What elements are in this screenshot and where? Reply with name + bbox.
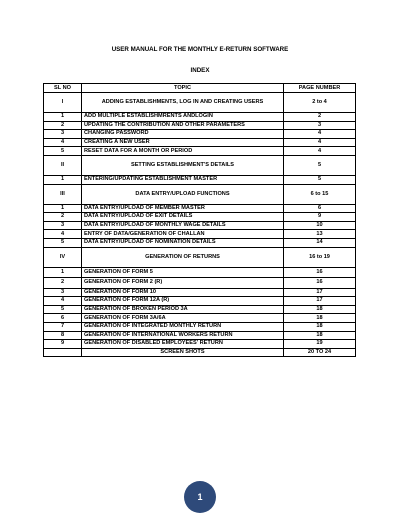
row-page-number: 4 xyxy=(284,130,356,139)
table-row xyxy=(44,305,356,314)
row-topic: ADDING ESTABLISHMENTS, LOG IN AND CREATING USERS xyxy=(82,93,284,113)
row-page-number: 14 xyxy=(284,238,356,247)
row-topic: CREATING A NEW USER xyxy=(82,138,284,147)
row-topic: GENERATION OF RETURNS xyxy=(82,247,284,267)
row-topic: DATA ENTRY/UPLOAD OF EXIT DETAILS xyxy=(82,213,284,222)
row-sl-no: 3 xyxy=(44,288,82,297)
row-topic: ADD MULTIPLE ESTABLISHMRENTS ANDLOGIN xyxy=(82,113,284,122)
page-number-badge: 1 xyxy=(184,481,216,513)
row-page-number: 18 xyxy=(284,314,356,323)
row-page-number: 4 xyxy=(284,138,356,147)
table-row xyxy=(44,147,356,156)
table-row xyxy=(44,348,356,357)
row-sl-no: 2 xyxy=(44,213,82,222)
section-row xyxy=(44,247,356,267)
row-sl-no xyxy=(44,348,82,357)
table-row xyxy=(44,238,356,247)
row-topic: DATA ENTRY/UPLOAD OF MONTHLY WAGE DETAILS xyxy=(82,221,284,230)
row-topic: GENERATION OF FORM 5 xyxy=(82,267,284,278)
row-sl-no: IV xyxy=(44,247,82,267)
table-row xyxy=(44,278,356,289)
row-sl-no: 3 xyxy=(44,130,82,139)
table-row xyxy=(44,175,356,184)
table-row xyxy=(44,221,356,230)
table-row xyxy=(44,331,356,340)
row-sl-no: 5 xyxy=(44,238,82,247)
row-sl-no: 8 xyxy=(44,331,82,340)
table-row xyxy=(44,138,356,147)
row-topic: DATA ENTRY/UPLOAD FUNCTIONS xyxy=(82,184,284,204)
section-row xyxy=(44,155,356,175)
row-page-number: 10 xyxy=(284,221,356,230)
row-sl-no: III xyxy=(44,184,82,204)
table-row xyxy=(44,204,356,213)
header-topic: TOPIC xyxy=(82,84,284,93)
row-page-number: 17 xyxy=(284,297,356,306)
row-page-number: 18 xyxy=(284,331,356,340)
row-topic: ENTRY OF DATA/GENERATION OF CHALLAN xyxy=(82,230,284,239)
row-page-number: 9 xyxy=(284,213,356,222)
row-topic: GENERATION OF FORM 12A (R) xyxy=(82,297,284,306)
table-row xyxy=(44,314,356,323)
row-topic: GENERATION OF BROKEN PERIOD 3A xyxy=(82,305,284,314)
row-sl-no: 1 xyxy=(44,175,82,184)
row-sl-no: 4 xyxy=(44,297,82,306)
row-page-number: 3 xyxy=(284,121,356,130)
row-page-number: 5 xyxy=(284,155,356,175)
row-page-number: 19 xyxy=(284,340,356,349)
index-table xyxy=(43,83,356,357)
table-row xyxy=(44,130,356,139)
row-sl-no: 1 xyxy=(44,113,82,122)
row-topic: UPDATING THE CONTRIBUTION AND OTHER PARAMETERS xyxy=(82,121,284,130)
row-topic: DATA ENTRY/UPLOAD OF MEMBER MASTER xyxy=(82,204,284,213)
header-sl-no: SL NO xyxy=(44,84,82,93)
row-page-number: 20 TO 24 xyxy=(284,348,356,357)
row-topic: GENERATION OF FORM 2 (R) xyxy=(82,278,284,289)
table-row xyxy=(44,121,356,130)
header-page-number: PAGE NUMBER xyxy=(284,84,356,93)
row-page-number: 17 xyxy=(284,288,356,297)
table-row xyxy=(44,288,356,297)
row-topic: ENTERING/UPDATING ESTABLISHMENT MASTER xyxy=(82,175,284,184)
row-topic: GENERATION OF INTEGRATED MONTHLY RETURN xyxy=(82,322,284,331)
table-row xyxy=(44,230,356,239)
row-sl-no: II xyxy=(44,155,82,175)
row-sl-no: I xyxy=(44,93,82,113)
row-sl-no: 2 xyxy=(44,121,82,130)
row-page-number: 6 xyxy=(284,204,356,213)
row-page-number: 16 xyxy=(284,267,356,278)
row-page-number: 16 xyxy=(284,278,356,289)
row-sl-no: 5 xyxy=(44,147,82,156)
row-topic: GENERATION OF FORM 3A/6A xyxy=(82,314,284,323)
row-sl-no: 3 xyxy=(44,221,82,230)
row-topic: SCREEN SHOTS xyxy=(82,348,284,357)
section-row xyxy=(44,93,356,113)
row-sl-no: 6 xyxy=(44,314,82,323)
row-topic: RESET DATA FOR A MONTH OR PERIOD xyxy=(82,147,284,156)
table-row xyxy=(44,213,356,222)
row-topic: CHANGING PASSWORD xyxy=(82,130,284,139)
row-page-number: 2 to 4 xyxy=(284,93,356,113)
row-sl-no: 9 xyxy=(44,340,82,349)
row-page-number: 2 xyxy=(284,113,356,122)
row-page-number: 18 xyxy=(284,305,356,314)
table-row xyxy=(44,340,356,349)
section-row xyxy=(44,184,356,204)
row-sl-no: 1 xyxy=(44,204,82,213)
row-page-number: 5 xyxy=(284,175,356,184)
index-heading: INDEX xyxy=(190,67,210,74)
row-page-number: 4 xyxy=(284,147,356,156)
row-sl-no: 4 xyxy=(44,230,82,239)
row-sl-no: 5 xyxy=(44,305,82,314)
row-page-number: 13 xyxy=(284,230,356,239)
row-sl-no: 1 xyxy=(44,267,82,278)
row-page-number: 16 to 19 xyxy=(284,247,356,267)
row-sl-no: 7 xyxy=(44,322,82,331)
table-row xyxy=(44,297,356,306)
table-row xyxy=(44,322,356,331)
row-sl-no: 2 xyxy=(44,278,82,289)
document-title: USER MANUAL FOR THE MONTHLY E-RETURN SOFTWARE xyxy=(111,46,289,53)
row-topic: GENERATION OF DISABLED EMPLOYEES' RETURN xyxy=(82,340,284,349)
row-topic: GENERATION OF FORM 10 xyxy=(82,288,284,297)
row-topic: GENERATION OF INTERNATIONAL WORKERS RETURN xyxy=(82,331,284,340)
row-topic: SETTING ESTABLISHMENT'S DETAILS xyxy=(82,155,284,175)
table-row xyxy=(44,113,356,122)
row-page-number: 18 xyxy=(284,322,356,331)
row-topic: DATA ENTRY/UPLOAD OF NOMINATION DETAILS xyxy=(82,238,284,247)
table-row xyxy=(44,267,356,278)
row-page-number: 6 to 15 xyxy=(284,184,356,204)
row-sl-no: 4 xyxy=(44,138,82,147)
table-header-row xyxy=(44,84,356,93)
